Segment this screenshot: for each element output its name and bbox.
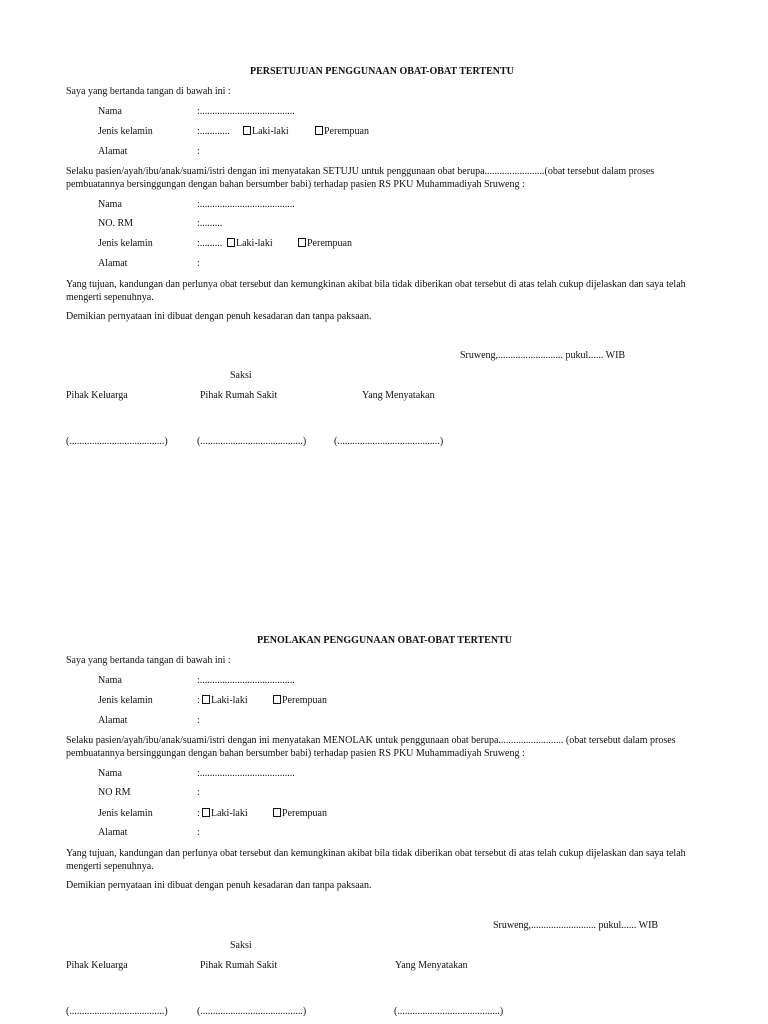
form1-sign-line-family[interactable]: (......................................) bbox=[66, 436, 168, 447]
form2-closing: Demikian pernyataan ini dibuat dengan penuh kesadaran dan tanpa paksaan. bbox=[66, 880, 372, 891]
form2-patient-rm-field[interactable]: : bbox=[197, 787, 200, 798]
option-label: Laki-laki bbox=[211, 695, 248, 706]
option-label: Laki-laki bbox=[236, 238, 273, 249]
form1-patient-name-field[interactable]: :...................................... bbox=[197, 199, 295, 210]
form1-patient-address-field[interactable]: : bbox=[197, 258, 200, 269]
form1-place-date: Sruweng,.......................... pukul...... WIB bbox=[460, 350, 626, 361]
form2-sign-line-declarant[interactable]: (.........................................) bbox=[394, 1006, 504, 1017]
form1-explanation: Yang tujuan, kandungan dan perlunya obat tersebut dan kemungkinan akibat bila tidak diberikan obat tersebut di atas telah cukup dijelaskan dan saya telah mengerti sepenuhnya. bbox=[66, 279, 686, 303]
form1-signatory-hospital: Pihak Rumah Sakit bbox=[200, 390, 278, 401]
form2-patient-address-field[interactable]: : bbox=[197, 827, 200, 838]
form2-explanation: Yang tujuan, kandungan dan perlunya obat tersebut dan kemungkinan akibat bila tidak diberikan obat tersebut di atas telah cukup dijelaskan dan saya telah mengerti sepenuhnya. bbox=[66, 848, 686, 872]
form2-patient-male-option[interactable] bbox=[202, 808, 248, 820]
form2-signer-name-label: Nama bbox=[98, 675, 122, 686]
option-label: Perempuan bbox=[307, 238, 352, 249]
form1-sign-line-hospital[interactable]: (.........................................) bbox=[197, 436, 307, 447]
form1-witness-label: Saksi bbox=[230, 370, 252, 381]
form2-signatory-hospital: Pihak Rumah Sakit bbox=[200, 960, 278, 971]
form1-patient-female-option[interactable] bbox=[298, 238, 352, 250]
checkbox-icon[interactable] bbox=[202, 808, 210, 817]
form2-statement: Selaku pasien/ayah/ibu/anak/suami/istri dengan ini menyatakan MENOLAK untuk penggunaan obat berupa.......................... (obat tersebut dalam proses pembuatannya bersinggungan dengan bahan bersumber babi) terhadap pasien RS PKU Muhammadiyah Sruweng : bbox=[66, 735, 676, 759]
form2-signer-address-label: Alamat bbox=[98, 715, 128, 726]
form1-signatory-declarant: Yang Menyatakan bbox=[362, 390, 435, 401]
form2-signer-name-field[interactable]: :...................................... bbox=[197, 675, 295, 686]
checkbox-icon[interactable] bbox=[202, 695, 210, 704]
form1-patient-address-label: Alamat bbox=[98, 258, 128, 269]
form2-signer-address-field[interactable]: : bbox=[197, 715, 200, 726]
form1-patient-gender-label: Jenis kelamin bbox=[98, 238, 153, 249]
form2-patient-rm-label: NO RM bbox=[98, 787, 131, 798]
form1-signer-male-option[interactable] bbox=[243, 126, 289, 138]
form1-signer-gender-field[interactable]: :............ bbox=[197, 126, 230, 137]
form1-sign-line-declarant[interactable]: (.........................................) bbox=[334, 436, 444, 447]
option-label: Laki-laki bbox=[252, 126, 289, 137]
form1-patient-male-option[interactable] bbox=[227, 238, 273, 250]
form1-signer-name-field[interactable]: :...................................... bbox=[197, 106, 295, 117]
form2-patient-name-label: Nama bbox=[98, 768, 122, 779]
form2-signatory-declarant: Yang Menyatakan bbox=[395, 960, 468, 971]
form2-sign-line-hospital[interactable]: (.........................................) bbox=[197, 1006, 307, 1017]
form2-signer-female-option[interactable] bbox=[273, 695, 327, 707]
form1-title: PERSETUJUAN PENGGUNAAN OBAT-OBAT TERTENTU bbox=[250, 66, 514, 77]
form2-title: PENOLAKAN PENGGUNAAN OBAT-OBAT TERTENTU bbox=[257, 635, 512, 646]
form2-patient-name-field[interactable]: :...................................... bbox=[197, 768, 295, 779]
form1-patient-gender-field[interactable]: :......... bbox=[197, 238, 223, 249]
option-label: Perempuan bbox=[282, 808, 327, 819]
form2-patient-gender-label: Jenis kelamin bbox=[98, 808, 153, 819]
form1-patient-rm-field[interactable]: :......... bbox=[197, 218, 223, 229]
form1-signer-gender-label: Jenis kelamin bbox=[98, 126, 153, 137]
form2-signer-gender-field[interactable]: : bbox=[197, 695, 200, 706]
form2-patient-female-option[interactable] bbox=[273, 808, 327, 820]
checkbox-icon[interactable] bbox=[315, 126, 323, 135]
option-label: Laki-laki bbox=[211, 808, 248, 819]
form2-patient-gender-field[interactable]: : bbox=[197, 808, 200, 819]
form1-closing: Demikian pernyataan ini dibuat dengan penuh kesadaran dan tanpa paksaan. bbox=[66, 311, 372, 322]
form1-patient-rm-label: NO. RM bbox=[98, 218, 134, 229]
checkbox-icon[interactable] bbox=[273, 695, 281, 704]
form1-signer-address-field[interactable]: : bbox=[197, 146, 200, 157]
option-label: Perempuan bbox=[282, 695, 327, 706]
form2-intro: Saya yang bertanda tangan di bawah ini : bbox=[66, 655, 231, 666]
option-label: Perempuan bbox=[324, 126, 369, 137]
form1-signer-female-option[interactable] bbox=[315, 126, 369, 138]
checkbox-icon[interactable] bbox=[273, 808, 281, 817]
form1-signer-address-label: Alamat bbox=[98, 146, 128, 157]
form1-patient-name-label: Nama bbox=[98, 199, 122, 210]
form1-statement: Selaku pasien/ayah/ibu/anak/suami/istri dengan ini menyatakan SETUJU untuk penggunaan obat berupa........................(obat tersebut dalam proses pembuatannya bersinggungan dengan bahan bersumber babi) terhadap pasien RS PKU Muhammadiyah Sruweng : bbox=[66, 166, 655, 190]
form2-witness-label: Saksi bbox=[230, 940, 252, 951]
form2-sign-line-family[interactable]: (......................................) bbox=[66, 1006, 168, 1017]
form2-signatory-family: Pihak Keluarga bbox=[66, 960, 128, 971]
checkbox-icon[interactable] bbox=[243, 126, 251, 135]
form1-intro: Saya yang bertanda tangan di bawah ini : bbox=[66, 86, 231, 97]
checkbox-icon[interactable] bbox=[227, 238, 235, 247]
form1-signatory-family: Pihak Keluarga bbox=[66, 390, 128, 401]
form2-signer-male-option[interactable] bbox=[202, 695, 248, 707]
form2-place-date: Sruweng,.......................... pukul...... WIB bbox=[493, 920, 659, 931]
form1-signer-name-label: Nama bbox=[98, 106, 122, 117]
checkbox-icon[interactable] bbox=[298, 238, 306, 247]
form2-signer-gender-label: Jenis kelamin bbox=[98, 695, 153, 706]
form2-patient-address-label: Alamat bbox=[98, 827, 128, 838]
